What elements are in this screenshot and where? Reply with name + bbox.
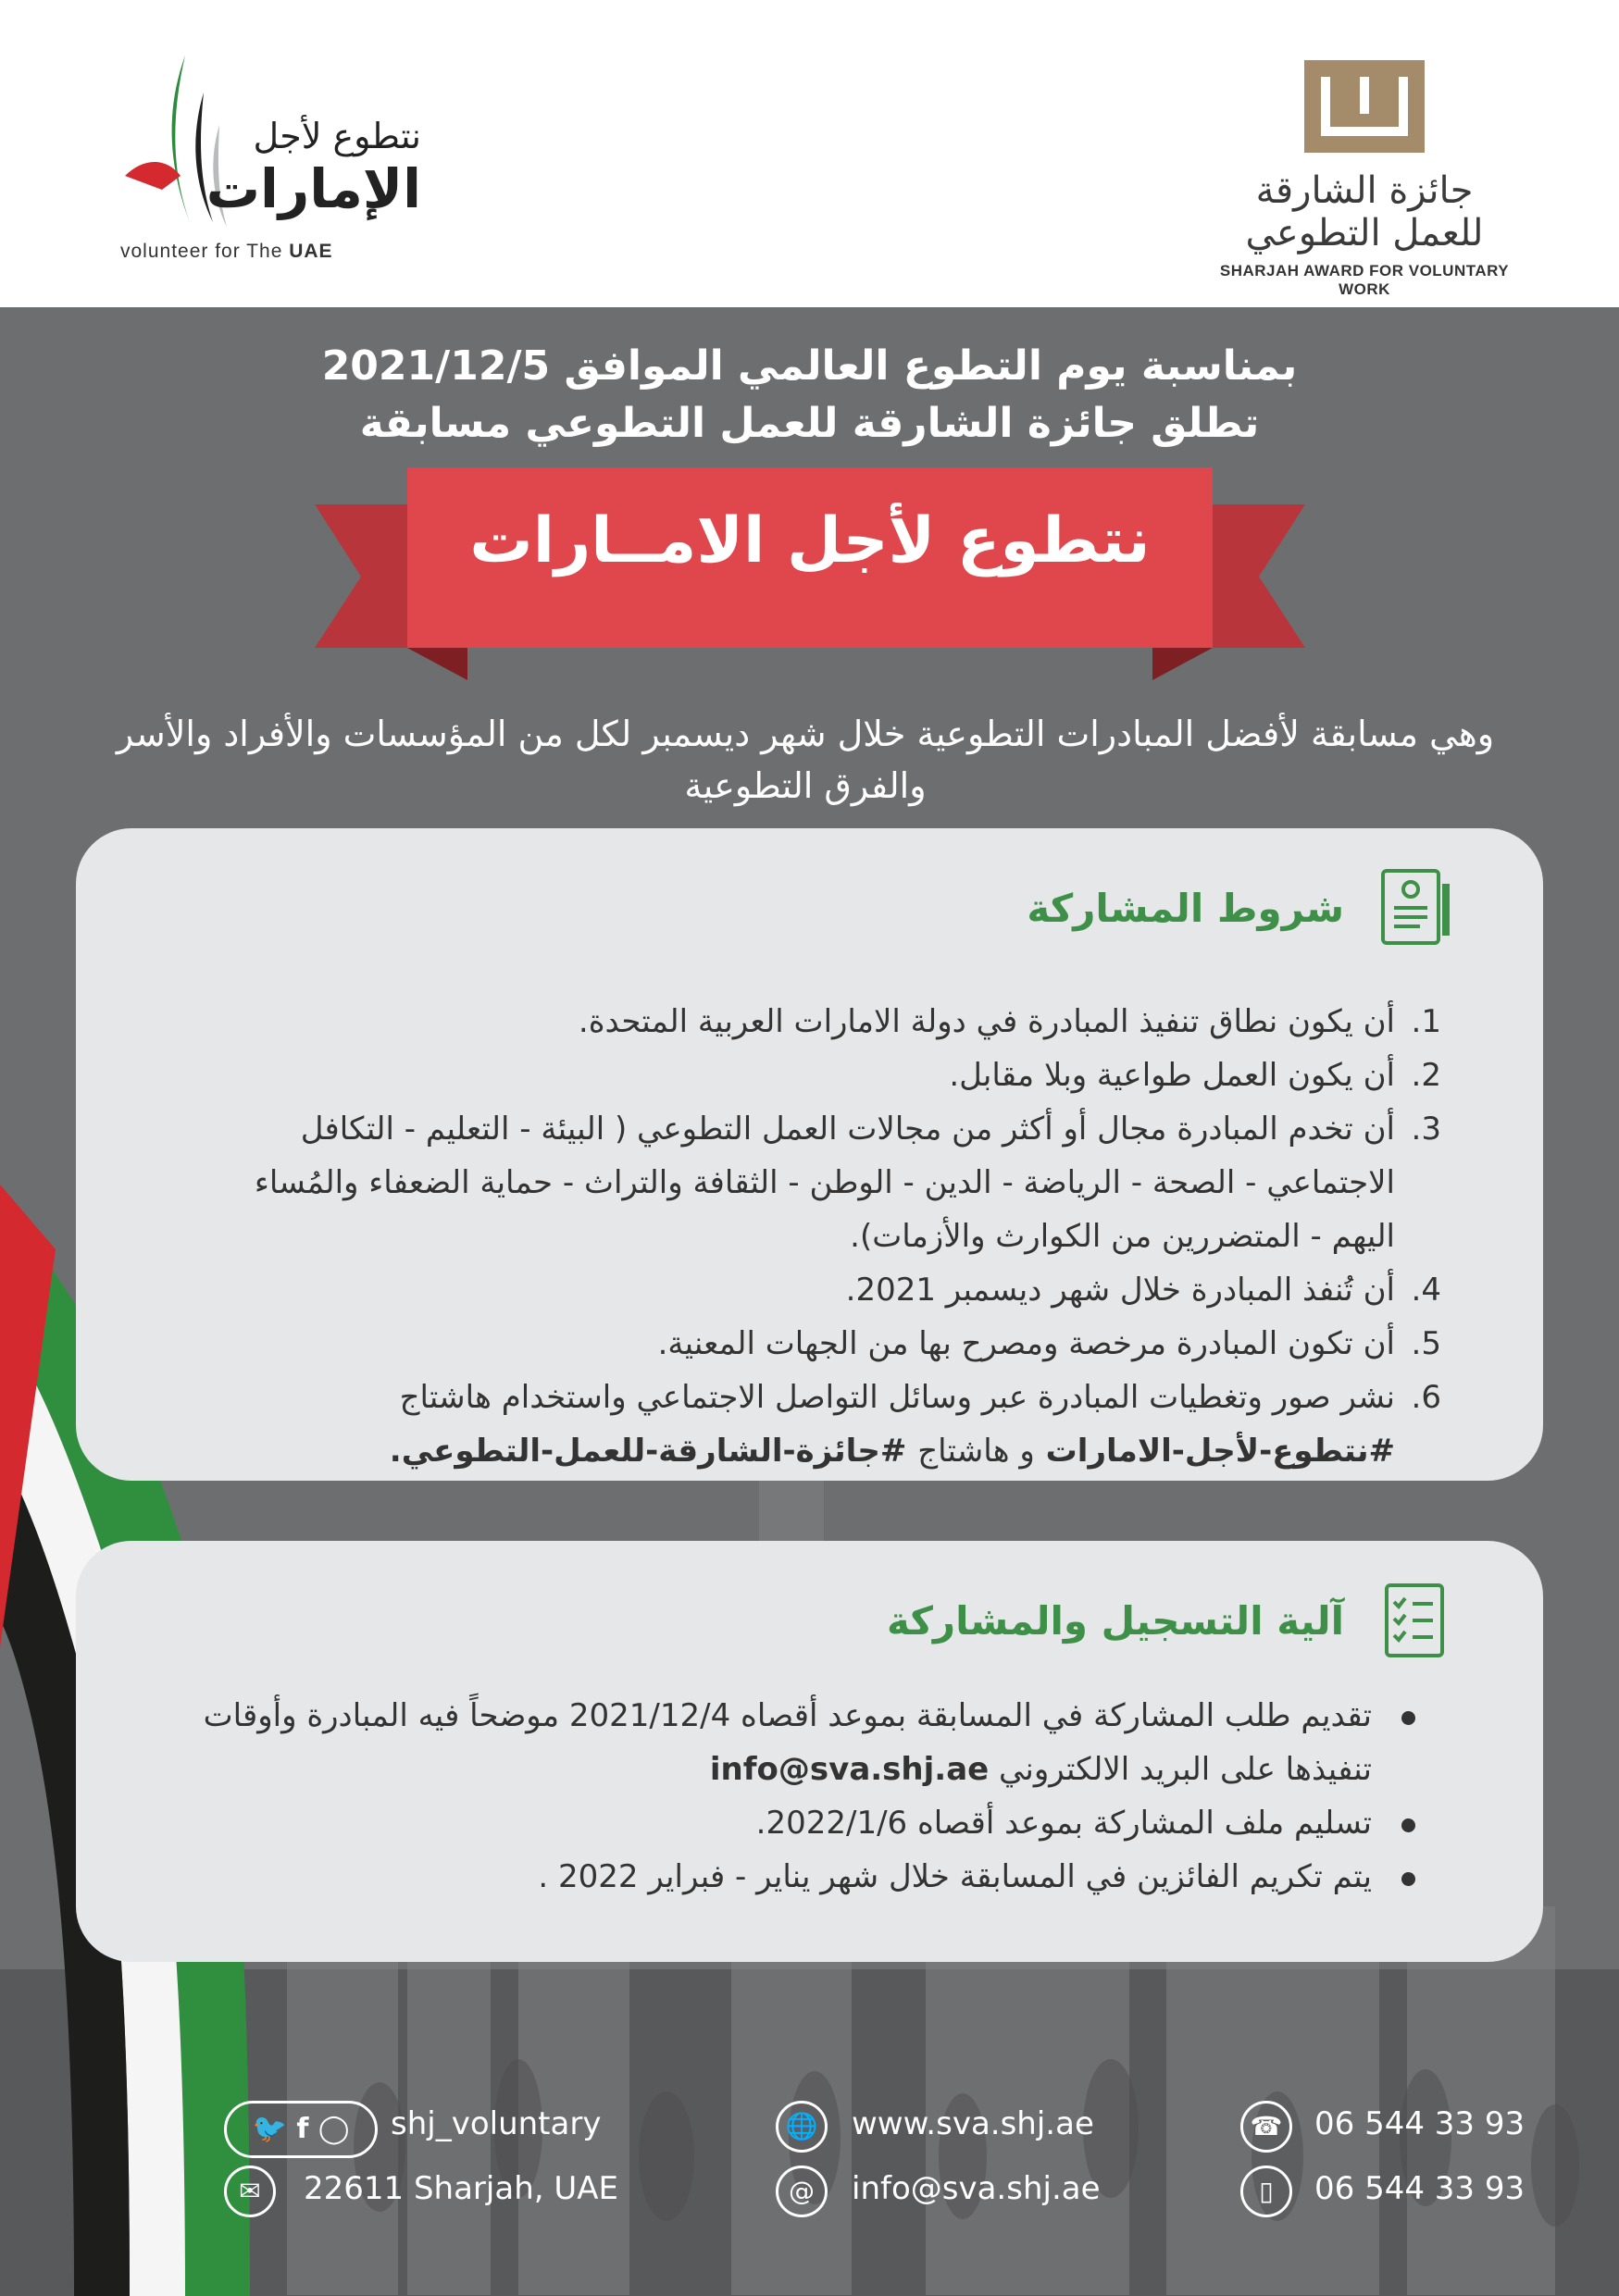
condition-item: 6. نشر صور وتغطيات المبادرة عبر وسائل التواصل الاجتماعي واستخدام هاشتاج	[399, 1379, 1441, 1416]
instagram-icon[interactable]: ◯	[318, 2113, 350, 2145]
postal-address: 22611 Sharjah, UAE	[304, 2170, 618, 2207]
website-link[interactable]: www.sva.shj.ae	[852, 2105, 1094, 2142]
email-link[interactable]: info@sva.shj.ae	[852, 2170, 1101, 2207]
sharjah-award-name-arabic: جائزة الشارقة للعمل التطوعي	[1245, 169, 1484, 254]
condition-item: 3. أن تخدم المبادرة مجال أو أكثر من مجالات العمل التطوعي ( البيئة - التعليم - التكافل الاجتماعي - الصحة - الرياضة - الدين - الوطن - الثقافة والتراث - حماية الضعفاء والمُساء اليهم - المتضررين من الكوارث والأزمات).	[254, 1111, 1441, 1255]
logo-line2: الإمارات	[205, 157, 421, 220]
registration-list	[192, 1689, 1423, 1904]
registration-item: تقديم طلب المشاركة في المسابقة بموعد أقصاه 2021/12/4 موضحاً فيه المبادرة وأوقات تنفيذها على البريد الالكتروني info@sva.shj.ae	[192, 1689, 1423, 1796]
banner-title: نتطوع لأجل الامــارات	[469, 504, 1151, 577]
registration-title: آلية التسجيل والمشاركة	[887, 1598, 1344, 1644]
mailbox-icon: ✉	[224, 2166, 276, 2217]
phone-icon: ☎	[1240, 2101, 1292, 2153]
document-icon	[1370, 865, 1455, 950]
intro-text: وهي مسابقة لأفضل المبادرات التطوعية خلال شهر ديسمبر لكل من المؤسسات والأفراد والأسر والفرق التطوعية	[116, 714, 1495, 806]
conditions-title: شروط المشاركة	[1027, 886, 1344, 931]
sharjah-award-name-english: SHARJAH AWARD FOR VOLUNTARY WORK	[1219, 262, 1510, 298]
registration-item: يتم تكريم الفائزين في المسابقة خلال شهر يناير - فبراير 2022 .	[192, 1850, 1423, 1904]
logo-line1: نتطوع لأجل	[253, 116, 421, 156]
registration-email[interactable]: info@sva.shj.ae	[709, 1751, 990, 1788]
mobile-number[interactable]: 06 544 33 93	[1314, 2170, 1526, 2207]
hashtag-2: #جائزة-الشارقة-للعمل-التطوعي.	[389, 1433, 907, 1470]
condition-item: 5. أن تكون المبادرة مرخصة ومصرح بها من الجهات المعنية.	[657, 1325, 1441, 1362]
mobile-icon: ▯	[1240, 2166, 1292, 2217]
headline-line2: تطلق جائزة الشارقة للعمل التطوعي مسابقة	[359, 400, 1260, 447]
conditions-list	[210, 995, 1441, 1478]
condition-item: 4. أن تُنفذ المبادرة خلال شهر ديسمبر 2021.	[845, 1272, 1441, 1309]
hashtags-line: #نتطوع-لأجل-الامارات و هاشتاج #جائزة-الشارقة-للعمل-التطوعي.	[389, 1433, 1395, 1470]
red-ribbon-banner	[315, 467, 1305, 689]
volunteer-uae-logo	[116, 51, 421, 273]
registration-card	[76, 1541, 1543, 1962]
twitter-icon[interactable]: 🐦	[252, 2113, 287, 2145]
condition-item: 1. أن يكون نطاق تنفيذ المبادرة في دولة الامارات العربية المتحدة.	[578, 1003, 1441, 1040]
at-icon: @	[776, 2166, 828, 2217]
social-icons	[224, 2101, 378, 2158]
condition-item: 2. أن يكون العمل طواعية وبلا مقابل.	[949, 1057, 1441, 1094]
social-handle[interactable]: shj_voluntary	[391, 2105, 602, 2142]
headline-line1: بمناسبة يوم التطوع العالمي الموافق 2021/12/5	[321, 342, 1298, 390]
sharjah-award-emblem-icon	[1304, 60, 1425, 153]
globe-icon: 🌐	[776, 2101, 828, 2153]
conditions-card	[76, 828, 1543, 1481]
hashtag-1: #نتطوع-لأجل-الامارات	[1045, 1433, 1395, 1470]
checklist-icon	[1370, 1578, 1455, 1663]
logo-tagline: volunteer for The UAE	[120, 241, 333, 262]
facebook-icon[interactable]: f	[296, 2113, 309, 2145]
phone-number[interactable]: 06 544 33 93	[1314, 2105, 1526, 2142]
sharjah-award-logo	[1207, 60, 1522, 299]
registration-item: تسليم ملف المشاركة بموعد أقصاه 2022/1/6.	[192, 1796, 1423, 1850]
